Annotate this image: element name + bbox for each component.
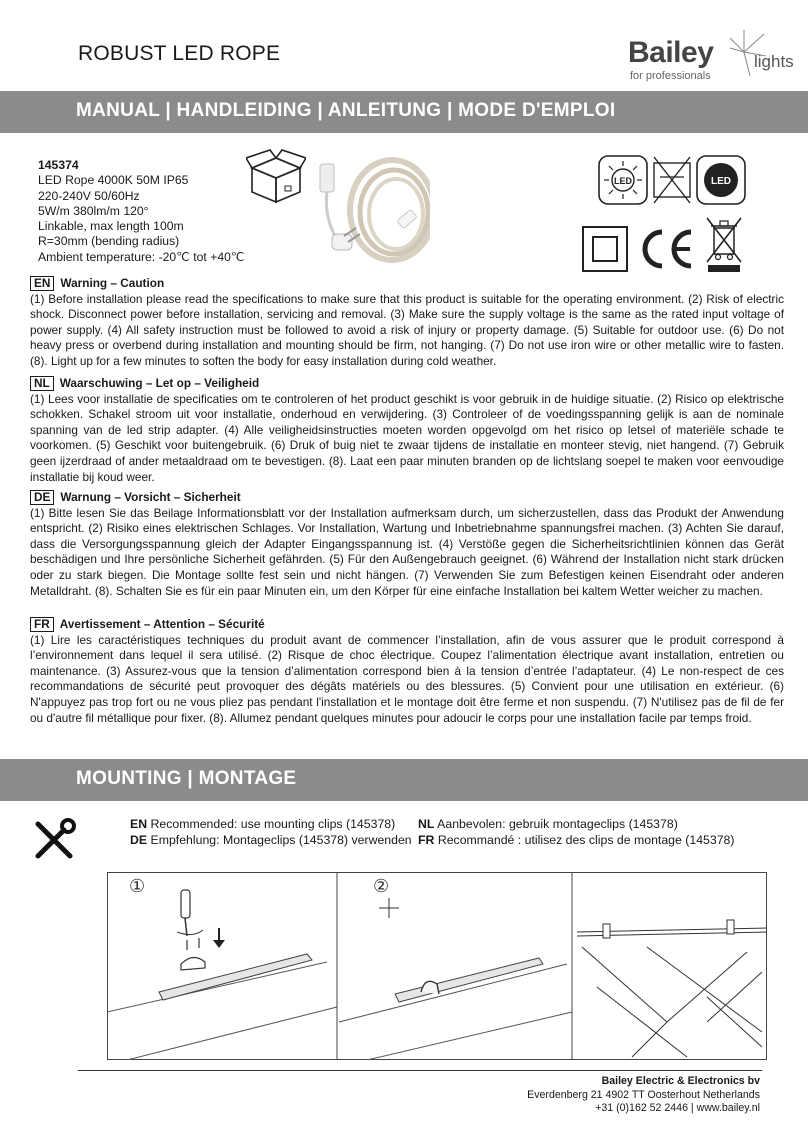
lang-code: DE (30, 490, 54, 505)
lang-code: NL (30, 376, 54, 391)
no-dimming-icon (652, 155, 692, 205)
section-body: (1) Before installation please read the specifications to make sure that this product is suitable for the operating environment. (2) Risk of electric shock. Disconnect power before installation, servicing and removal. (3) Make sure the supply voltage is the same as the rated input voltage of power supply. (4) All safety instruction must be followed to avoid a risk of injury or property damage. (5) Suitable for outdoor use. (6) Do not heavy press or overbend during installation and mounting should be firm, not hanging. (7) Do not use iron wire or other metallic wire to fasten. (8). Light up for a few minutes to soften the body for easy installation during cold weather. (30, 291, 784, 368)
lang-code: DE (130, 833, 148, 847)
brand-tagline: for professionals (630, 70, 711, 82)
brand-lights: lights (754, 52, 794, 71)
spec-line: 220-240V 50/60Hz (38, 188, 140, 203)
spec-line: Ambient temperature: -20℃ tot +40℃ (38, 249, 245, 264)
section-heading: Warnung – Vorsicht – Sicherheit (60, 490, 241, 504)
mounting-text-nl: Aanbevolen: gebruik montageclips (145378) (437, 817, 678, 831)
warning-section-nl (30, 376, 784, 485)
mounting-illustration (107, 872, 767, 1060)
footer-contact: +31 (0)162 52 2446 | www.bailey.nl (595, 1102, 760, 1114)
class-ii-icon (581, 225, 629, 273)
lang-code: EN (30, 276, 54, 291)
warning-section-fr (30, 617, 784, 726)
footer (527, 1075, 760, 1116)
mounting-recommendations-2 (418, 816, 734, 848)
led-rope-product-photo (314, 146, 430, 266)
footer-company: Bailey Electric & Electronics bv (601, 1075, 760, 1087)
warning-section-en (30, 276, 784, 370)
mounting-recommendations (130, 816, 412, 848)
spec-line: R=30mm (bending radius) (38, 234, 180, 249)
section-heading: Avertissement – Attention – Sécurité (59, 617, 265, 631)
section-heading: Waarschuwing – Let op – Veiligheid (59, 376, 260, 390)
led-source-icon (696, 155, 746, 205)
led-label-2: LED (711, 176, 731, 187)
lang-code: EN (130, 817, 148, 831)
section-body: (1) Lire les caractéristiques techniques du produit avant de commencer l’installation, afin de vous assurer que le produit correspond à l’environnement dans lequel il sera utilisé. (2) Risque de choc électrique. Coupez l’alimentation électrique avant installation, entretien ou maintenance. (3) Assurez-vous que la tension d’alimentation correspond bien à la tension d’entrée l’adaptateur. (4) Le non-respect de ces recommandations de sécurité peut provoquer des dégâts matériels ou des blessures. (5) Convient pour une utilisation en extérieur. (6) N'appuyez pas trop fort ou ne vous pliez pas pendant l'installation et le montage doit être ferme et non suspendu. (7) N'utilisez pas de fil de fer ou d'autre fil métallique pour fixer. (8). Allumez pendant quelques minutes pour adoucir le corps pour une installation facile par temps froid. (30, 632, 784, 725)
section-body: (1) Lees voor installatie de specificaties om te controleren of het product geschikt is voor gebruik in de huidige situatie. (2) Risico op elektrische schokken. Schakel stroom uit voor installatie, onderhoud en verwijdering. (3) Controleer of de voedingsspanning gelijk is aan de nominale spanning van de led strip adapter. (4) Alle veiligheidsinstructies moeten worden opgevolgd om het risico op letsel of materiële schade te voorkomen. (5) Geschikt voor buitengebruik. (6) Druk of buig niet te zwaar tijdens de installatie en monteer stevig, niet hangend. (7) Gebruik geen ijzerdraad of ander metaaldraad om te bevestigen. (8). Laat een paar minuten branden op de lichtslang soepel te maken voor eenvoudige installatie bij koud weer. (30, 391, 784, 484)
spec-block (38, 158, 245, 265)
step-2-label: ② (373, 876, 390, 897)
package-box-icon (246, 148, 306, 206)
lang-code: FR (418, 833, 435, 847)
product-title: ROBUST LED ROPE (78, 42, 281, 65)
ce-mark-icon (636, 226, 696, 272)
product-code: 145374 (38, 158, 79, 172)
mounting-text-de: Empfehlung: Montageclips (145378) verwenden (150, 833, 412, 847)
lang-code: FR (30, 617, 54, 632)
mounting-text-en: Recommended: use mounting clips (145378) (150, 817, 396, 831)
manual-band-label: MANUAL | HANDLEIDING | ANLEITUNG | MODE D'EMPLOI (76, 100, 616, 121)
section-heading: Warning – Caution (60, 276, 165, 290)
ce-label: CE (636, 226, 638, 227)
mounting-band-label: MOUNTING | MONTAGE (76, 768, 297, 789)
led-label: LED (614, 176, 632, 186)
spec-line: Linkable, max length 100m (38, 219, 184, 234)
section-body: (1) Bitte lesen Sie das Beilage Informationsblatt vor der Installation aufmerksam durch, um sicherzustellen, dass das Produkt der Anwendung entspricht. (2) Risiko eines elektrischen Schlages. Vor Installation, Wartung und Inbetriebnahme spannungsfrei machen. (3) Achten Sie darauf, dass die Versorgungsspannung gleich der Adapter Eingangsspannung ist. (4) Verstöße gegen die Sicherheitsrichtlinien können das Gerät beschädigen und Ihre persönliche Sicherheit gefährden. (5) Für den Außengebrauch geeignet. (6) Während der Installation nicht stark drücken oder zu stark biegen. Die Montage sollte fest sein und nicht hängen. (7) Verwenden Sie zum Befestigen keinen Eisendraht oder anderen Metalldraht. (8). Schalten Sie es für ein paar Minuten ein, um den Körper für eine einfache Installation bei kaltem Wetter weicher zu machen. (30, 505, 784, 598)
spec-line: 5W/m 380lm/m 120° (38, 203, 149, 218)
step-1-label: ① (129, 876, 146, 897)
mounting-band (0, 759, 808, 801)
bailey-logo (626, 30, 798, 86)
brand-name: Bailey (628, 36, 714, 69)
spec-line: LED Rope 4000K 50M IP65 (38, 173, 189, 188)
footer-divider (78, 1070, 762, 1071)
mounting-text-fr: Recommandé : utilisez des clips de montage (145378) (437, 833, 735, 847)
footer-address: Everdenberg 21 4902 TT Oosterhout Netherlands (527, 1088, 760, 1101)
warning-section-de (30, 490, 784, 599)
tools-icon (32, 818, 76, 862)
led-efficiency-icon (598, 155, 648, 205)
manual-band (0, 91, 808, 133)
weee-bin-icon (704, 212, 744, 274)
lang-code: NL (418, 817, 435, 831)
